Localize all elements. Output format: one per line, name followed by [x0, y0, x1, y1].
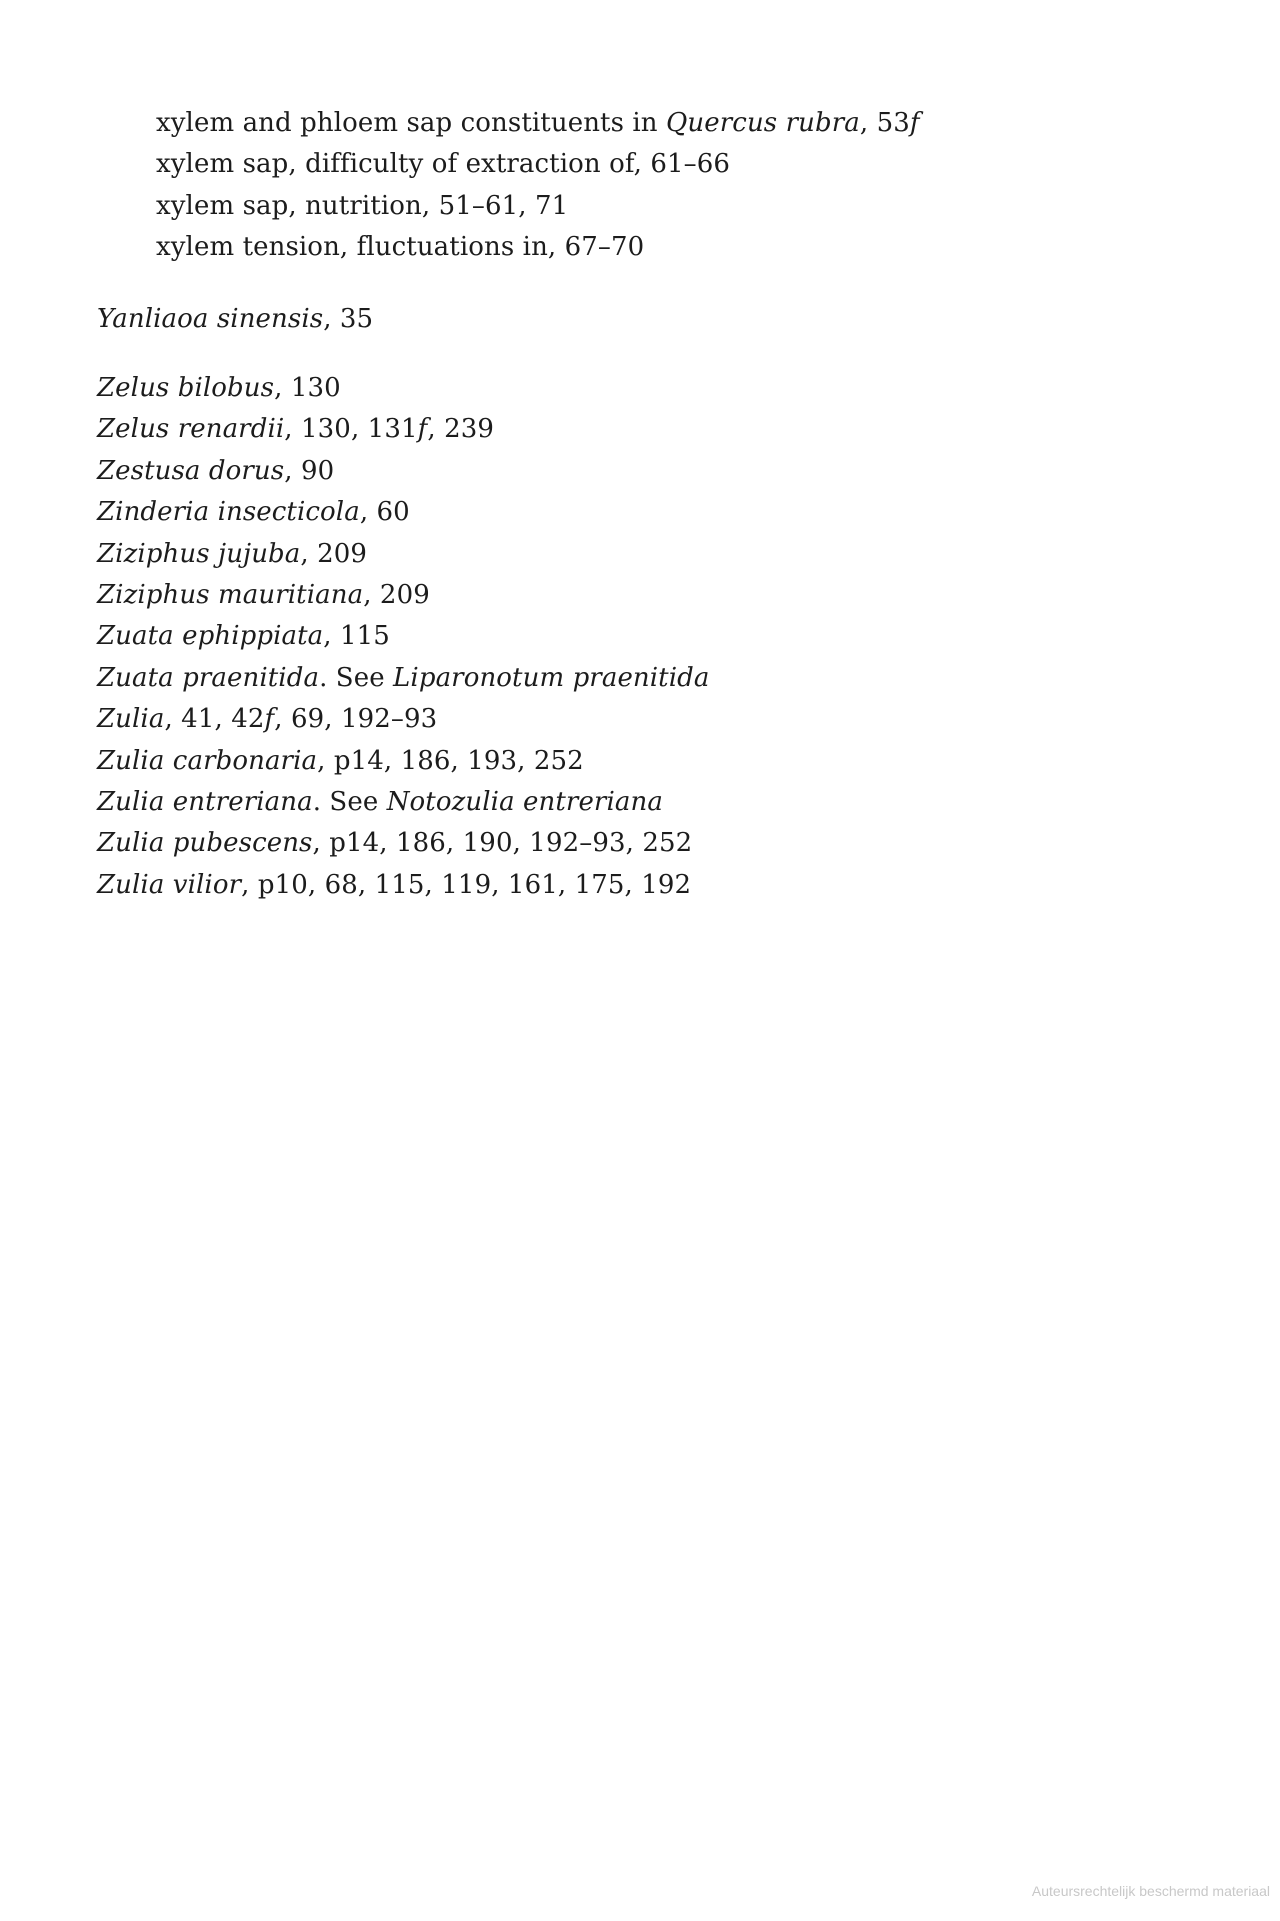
index-entry-italic-text: Zelus bilobus	[97, 373, 275, 403]
index-entry-italic-text: Zuata praenitida	[97, 662, 320, 693]
index-group-z	[97, 368, 1197, 906]
index-entry-text: , 209	[300, 538, 368, 569]
index-entry	[97, 103, 1197, 144]
index-entry	[97, 616, 1197, 657]
index-entry	[97, 227, 1197, 268]
index-entry-text: , p10, 68, 115, 119, 161, 175, 192	[241, 869, 692, 900]
index-entry-text: , p14, 186, 190, 192–93, 252	[312, 828, 693, 859]
index-entry-text: , 60	[359, 497, 410, 528]
index-entry	[97, 658, 1197, 699]
index-entry-text: , 35	[323, 304, 374, 334]
index-entry-text: , 239	[427, 414, 494, 445]
index-entry	[97, 368, 1197, 409]
index-entry-italic-text: Zulia vilior	[97, 869, 242, 900]
index-entry-italic-text: Zelus renardii	[97, 414, 285, 445]
index-entry	[97, 451, 1197, 492]
index-entry-italic-text: Ziziphus jujuba	[97, 538, 301, 569]
index-entry-italic-text: Notozulia entreriana	[386, 787, 663, 818]
index-entry-text: , 90	[284, 455, 335, 486]
index-entry-text: . See	[319, 662, 394, 693]
index-entry	[97, 492, 1197, 533]
index-entry-text: , 209	[363, 580, 430, 611]
index-entry-text: , p14, 186, 193, 252	[317, 745, 584, 776]
index-entry	[97, 823, 1197, 864]
index-entry-italic-text: f	[264, 704, 275, 735]
index-entry-text: , 69, 192–93	[274, 704, 438, 735]
index-entry	[97, 782, 1197, 823]
index-entry	[97, 741, 1197, 782]
index-entry	[97, 186, 1197, 227]
index-entry-italic-text: Zulia carbonaria	[97, 745, 318, 776]
index-entry-text: xylem tension, fluctuations in, 67–70	[156, 232, 645, 263]
index-entry	[97, 575, 1197, 616]
copyright-watermark: Auteursrechtelijk beschermd materiaal	[1031, 1883, 1270, 1899]
index-entry-text: , 41, 42	[164, 704, 265, 735]
index-entry-text: xylem sap, difficulty of extraction of, 61–66	[156, 149, 731, 180]
index-entry	[97, 534, 1197, 575]
index-entry-italic-text: Yanliaoa sinensis	[97, 304, 324, 334]
index-entry-italic-text: Quercus rubra	[666, 108, 860, 138]
index-group-y	[97, 299, 1197, 340]
index-entry-text: , 115	[323, 621, 390, 652]
index-entry	[97, 409, 1197, 450]
index-entry-text: . See	[312, 787, 387, 818]
index-entry-italic-text: Liparonotum praenitida	[393, 662, 710, 693]
index-entry-text: xylem sap, nutrition, 51–61, 71	[156, 190, 569, 221]
index-entry-italic-text: Zuata ephippiata	[97, 621, 324, 652]
index-entry-text: , 130	[274, 373, 341, 403]
index-entry-italic-text: Zinderia insecticola	[97, 497, 360, 528]
index-entry	[97, 299, 1197, 340]
index-entry-italic-text: Zulia	[97, 704, 165, 735]
index-entry-italic-text: Zestusa dorus	[97, 455, 285, 486]
index-entry-text: , 130, 131	[284, 414, 418, 445]
index-entry-italic-text: f	[909, 108, 920, 138]
index-entry	[97, 865, 1197, 906]
index-entry-text: , 53	[859, 108, 910, 138]
index-entry-italic-text: Zulia pubescens	[97, 828, 313, 859]
index-group-x	[97, 103, 1197, 269]
index-entry	[97, 144, 1197, 185]
index-entry	[97, 699, 1197, 740]
index-entry-italic-text: Zulia entreriana	[97, 787, 313, 818]
index-entry-text: xylem and phloem sap constituents in	[156, 108, 667, 138]
index-entry-italic-text: Ziziphus mauritiana	[97, 580, 364, 611]
index-entry-italic-text: f	[417, 414, 428, 445]
